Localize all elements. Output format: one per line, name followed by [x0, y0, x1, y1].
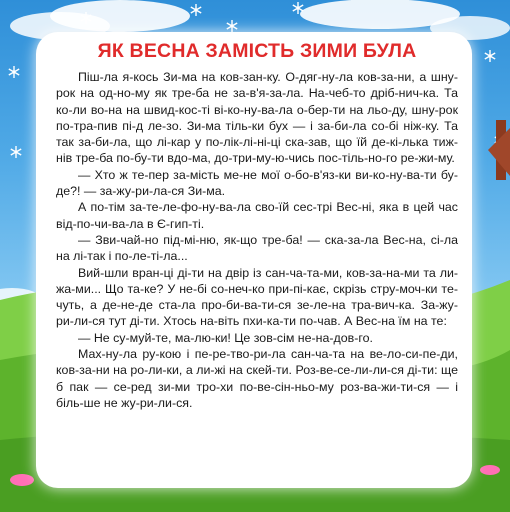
story-paragraph: А по-тім за-те-ле-фо-ну-ва-ла сво-їй сес-трі Вес-ні, яка в цей час від-по-чи-ва-ла в Є-гип-ті. — [56, 200, 458, 231]
story-paragraph: Вий-шли вран-ці ді-ти на двір із сан-ча-та-ми, ков-за-на-ми та ли-жа-ми... Що та-ке? У не-бі со-неч-ко при-пі-кає, скрізь стру-моч-ки те-чуть, а де-не-де ста-ла про-би-ва-ти-ся зе-ле-на тра-вич-ка. За-жу-ри-ли-ся тут ді-ти. Хтось на-віть пхи-ка-ти по-чав. А Вес-на їм на те: — [56, 265, 458, 329]
story-paragraph: Піш-ла я-кось Зи-ма на ков-зан-ку. О-дяг-ну-ла ков-за-ни, а шну-рок на од-но-му як тре-ба не за-в'я-за-ла. На-чеб-то дріб-нич-ка. Та ко-ли во-на на швид-кос-ті ві-ко-ну-ва-ла о-бер-ти на льо-ду, шну-рок по-тра-пив пі-д ле-зо. Зи-ма тіль-ки бух — і за-би-ла со-бі ніж-ку. Та так за-би-ла, що лі-кар у по-лік-лі-ні-ці ска-зав, що їй де-кі-лька тиж-нів тре-ба по-бу-ти вдо-ма, до-три-му-ю-чись пос-тіль-но-го ре-жи-му. — [56, 70, 458, 166]
story-paragraph: — Не су-муй-те, ма-лю-ки! Це зов-сім не-на-дов-го. — [78, 330, 373, 345]
story-paragraph: Мах-ну-ла ру-кою і пе-ре-тво-ри-ла сан-ча-та на ве-ло-си-пе-ди, ков-за-ни на ро-ли-ки, а ли-жі на скей-ти. Роз-ве-се-ли-ли-ся ді-ти: ще б пак — се-ред зи-ми тро-хи по-ве-сін-ньо-му роз-ва-жи-ти-ся — і біль-ше не жу-ри-ли-ся. — [56, 347, 458, 410]
story-body — [56, 69, 458, 411]
tree-icon — [488, 120, 510, 180]
story-card — [36, 32, 472, 488]
story-paragraph: — Зви-чай-но під-мі-ню, як-що тре-ба! — ска-за-ла Вес-на, сі-ла на лі-так і по-ле-ті-ла... — [56, 232, 458, 264]
story-paragraph: — Хто ж те-пер за-мість ме-не мої о-бо-в'яз-ки ви-ко-ну-ва-ти бу-де?! — за-жу-ри-ла-ся Зи-ма. — [56, 167, 458, 199]
story-title: ЯК ВЕСНА ЗАМІСТЬ ЗИМИ БУЛА — [97, 40, 417, 62]
